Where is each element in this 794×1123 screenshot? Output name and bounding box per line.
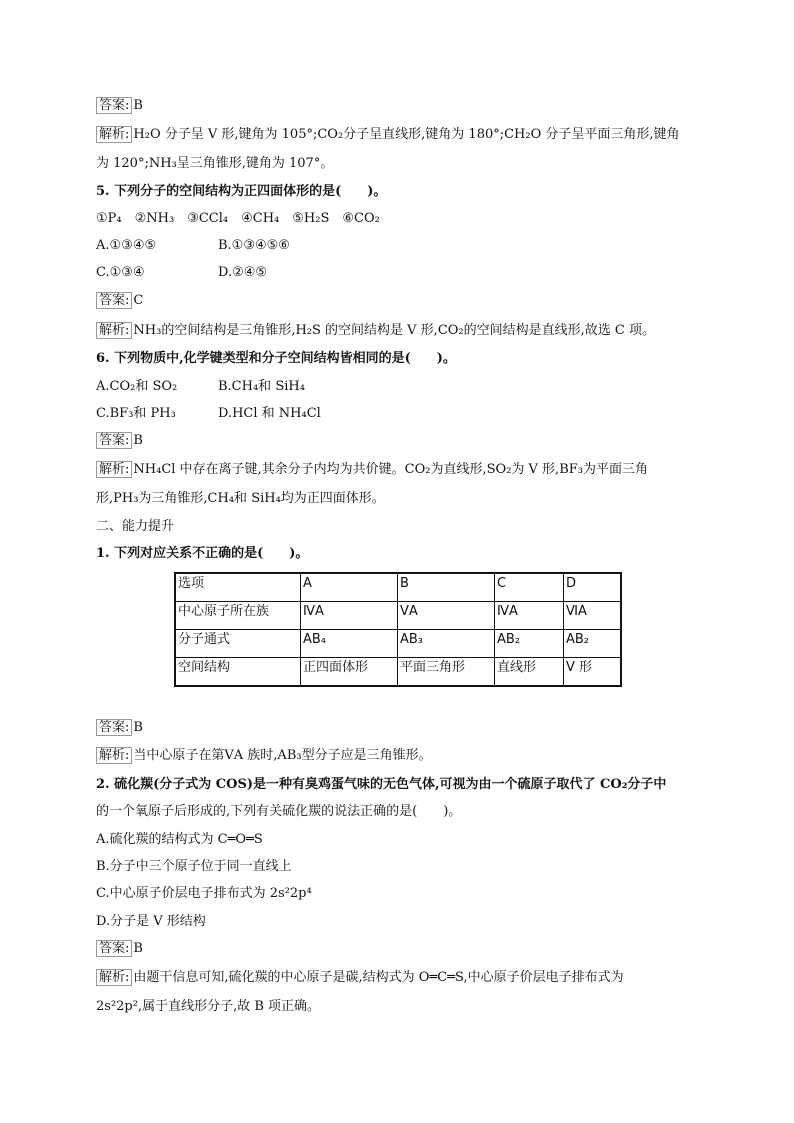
table-cell: 空间结构 xyxy=(175,658,301,687)
q6-stem: 6. 下列物质中,化学键类型和分子空间结构皆相同的是( )。 xyxy=(96,351,456,366)
p2-stem-line2: 的一个氧原子后形成的,下列有关硫化羰的说法正确的是( )。 xyxy=(96,804,462,819)
q5-items: ①P₄ ②NH₃ ③CCl₄ ④CH₄ ⑤H₂S ⑥CO₂ xyxy=(96,211,380,226)
table-row xyxy=(175,602,621,630)
p2-analysis-line2: 2s²2p²,属于直线形分子,故 B 项正确。 xyxy=(96,999,321,1014)
answer-value: B xyxy=(133,98,143,113)
p2-option-a: A.硫化羰的结构式为 C═O═S xyxy=(96,832,263,847)
table-cell: 直线形 xyxy=(495,658,564,687)
answer-value: B xyxy=(133,433,143,448)
table-cell: C xyxy=(495,573,564,602)
answer-label: 答案: xyxy=(96,292,132,309)
section-heading: 二、能力提升 xyxy=(96,519,175,534)
analysis-text: NH₄Cl 中存在离子键,其余分子内均为共价键。CO₂为直线形,SO₂为 V 形,BF₃为平面三角 xyxy=(133,462,648,477)
q6-options-row1 xyxy=(96,378,305,396)
analysis-label: 解析: xyxy=(96,969,132,986)
p2-answer xyxy=(96,940,143,958)
answer-value: B xyxy=(133,720,143,735)
analysis-text: H₂O 分子呈 V 形,键角为 105°;CO₂分子呈直线形,键角为 180°;CH₂O 分子呈平面三角形,键角 xyxy=(133,127,680,142)
p1-table xyxy=(174,572,622,687)
table-cell: 中心原子所在族 xyxy=(175,602,301,630)
q5-options-row1 xyxy=(96,237,290,255)
table-row xyxy=(175,573,621,602)
option-a: A.CO₂和 SO₂ xyxy=(96,379,178,394)
q5-options-row2 xyxy=(96,264,267,282)
q5-stem: 5. 下列分子的空间结构为正四面体形的是( )。 xyxy=(96,184,387,199)
table-cell: AB₄ xyxy=(301,630,398,658)
p1-stem: 1. 下列对应关系不正确的是( )。 xyxy=(96,546,309,561)
table-cell: AB₃ xyxy=(398,630,495,658)
p1-answer xyxy=(96,719,143,737)
p2-option-d: D.分子是 V 形结构 xyxy=(96,914,206,929)
option-b: B.①③④⑤⑥ xyxy=(218,238,290,253)
analysis-text: 当中心原子在第ⅤA 族时,AB₃型分子应是三角锥形。 xyxy=(133,748,432,763)
analysis-label: 解析: xyxy=(96,747,132,764)
answer-value: B xyxy=(133,941,143,956)
option-d: D.②④⑤ xyxy=(218,265,268,280)
answer-value: C xyxy=(133,293,144,308)
option-a: A.①③④⑤ xyxy=(96,238,157,253)
table-cell: V 形 xyxy=(564,658,622,687)
p1-analysis xyxy=(96,747,432,765)
q4-analysis-line2: 为 120°;NH₃呈三角锥形,键角为 107°。 xyxy=(96,156,334,171)
q6-analysis-line2: 形,PH₃为三角锥形,CH₄和 SiH₄均为正四面体形。 xyxy=(96,491,385,506)
q4-analysis-line1 xyxy=(96,126,680,144)
p2-option-c: C.中心原子价层电子排布式为 2s²2p⁴ xyxy=(96,886,312,901)
table-cell: ⅥA xyxy=(564,602,622,630)
table-cell: A xyxy=(301,573,398,602)
q6-answer xyxy=(96,432,143,450)
analysis-label: 解析: xyxy=(96,322,132,339)
option-d: D.HCl 和 NH₄Cl xyxy=(218,406,321,421)
table-cell: AB₂ xyxy=(564,630,622,658)
table-cell: ⅤA xyxy=(398,602,495,630)
q5-answer xyxy=(96,292,143,310)
table-cell: AB₂ xyxy=(495,630,564,658)
analysis-text: NH₃的空间结构是三角锥形,H₂S 的空间结构是 V 形,CO₂的空间结构是直线形,故选 C 项。 xyxy=(133,323,655,338)
option-c: C.BF₃和 PH₃ xyxy=(96,406,176,421)
table-cell: 平面三角形 xyxy=(398,658,495,687)
table-cell: ⅣA xyxy=(301,602,398,630)
option-b: B.CH₄和 SiH₄ xyxy=(218,379,305,394)
p2-stem-line1: 2. 硫化羰(分子式为 COS)是一种有臭鸡蛋气味的无色气体,可视为由一个硫原子取代了 CO₂分子中 xyxy=(96,777,667,792)
p2-option-b: B.分子中三个原子位于同一直线上 xyxy=(96,859,292,874)
analysis-label: 解析: xyxy=(96,126,132,143)
p2-analysis-line1 xyxy=(96,969,624,987)
q5-analysis xyxy=(96,322,655,340)
table-cell: ⅣA xyxy=(495,602,564,630)
answer-label: 答案: xyxy=(96,940,132,957)
answer-label: 答案: xyxy=(96,719,132,736)
analysis-label: 解析: xyxy=(96,461,132,478)
table-cell: 选项 xyxy=(175,573,301,602)
option-c: C.①③④ xyxy=(96,265,145,280)
q6-options-row2 xyxy=(96,405,321,423)
table-row xyxy=(175,658,621,687)
table-cell: 分子通式 xyxy=(175,630,301,658)
table-cell: D xyxy=(564,573,622,602)
analysis-text: 由题干信息可知,硫化羰的中心原子是碳,结构式为 O═C═S,中心原子价层电子排布式为 xyxy=(133,970,624,985)
answer-label: 答案: xyxy=(96,432,132,449)
table-cell: B xyxy=(398,573,495,602)
q4-answer xyxy=(96,97,143,115)
table-row xyxy=(175,630,621,658)
answer-label: 答案: xyxy=(96,97,132,114)
q6-analysis-line1 xyxy=(96,461,648,479)
table-cell: 正四面体形 xyxy=(301,658,398,687)
